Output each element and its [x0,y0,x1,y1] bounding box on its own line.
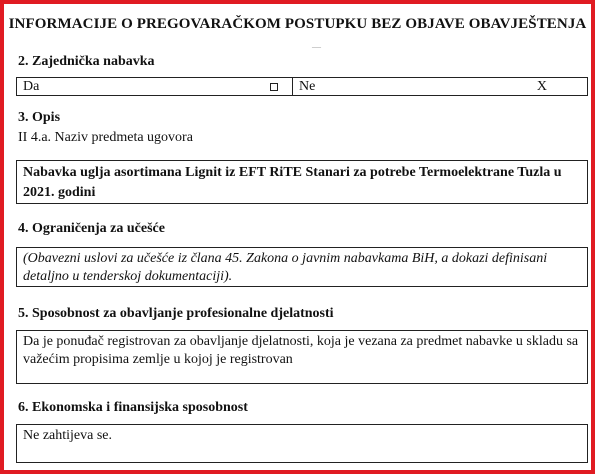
contract-subject-text: Nabavka uglja asortimana Lignit iz EFT RiTE Stanari za potrebe Termoelektrane Tuzla u 2021. godini [23,165,562,200]
ne-cell [293,78,587,95]
section3-heading: 3. Opis [18,110,61,125]
professional-capability-box [16,330,588,384]
section6-heading: 6. Ekonomska i finansijska sposobnost [18,400,248,415]
participation-limits-box [16,247,588,287]
contract-subject-box [16,160,588,204]
ne-selected-mark: X [536,79,547,94]
da-cell [17,78,293,95]
ne-label: Ne [299,79,316,94]
section3-subheading: II 4.a. Naziv predmeta ugovora [18,130,193,145]
professional-capability-text: Da je ponuđač registrovan za obavljanje djelatnosti, koja je vezana za predmet nabavke u skladu sa važećim propisima zemlje u kojoj je registrovan [23,334,579,367]
participation-limits-text: (Obavezni uslovi za učešće iz člana 45. Zakona o javnim nabavkama BiH, a dokazi definisani detaljno u tenderskoj dokumentaciji). [23,251,548,284]
section5-heading: 5. Sposobnost za obavljanje profesionalne djelatnosti [18,306,334,321]
section2-heading: 2. Zajednička nabavka [18,54,155,69]
document-title: INFORMACIJE O PREGOVARAČKOM POSTUPKU BEZ OBJAVE OBAVJEŠTENJA [8,16,587,32]
section4-heading: 4. Ograničenja za učešće [18,221,165,236]
da-label: Da [23,79,40,94]
economic-capability-text: Ne zahtijeva se. [23,428,113,443]
checkbox-icon[interactable] [270,83,278,91]
economic-capability-box [16,424,588,463]
joint-procurement-table [16,77,588,96]
decorative-dash: — [312,42,321,52]
